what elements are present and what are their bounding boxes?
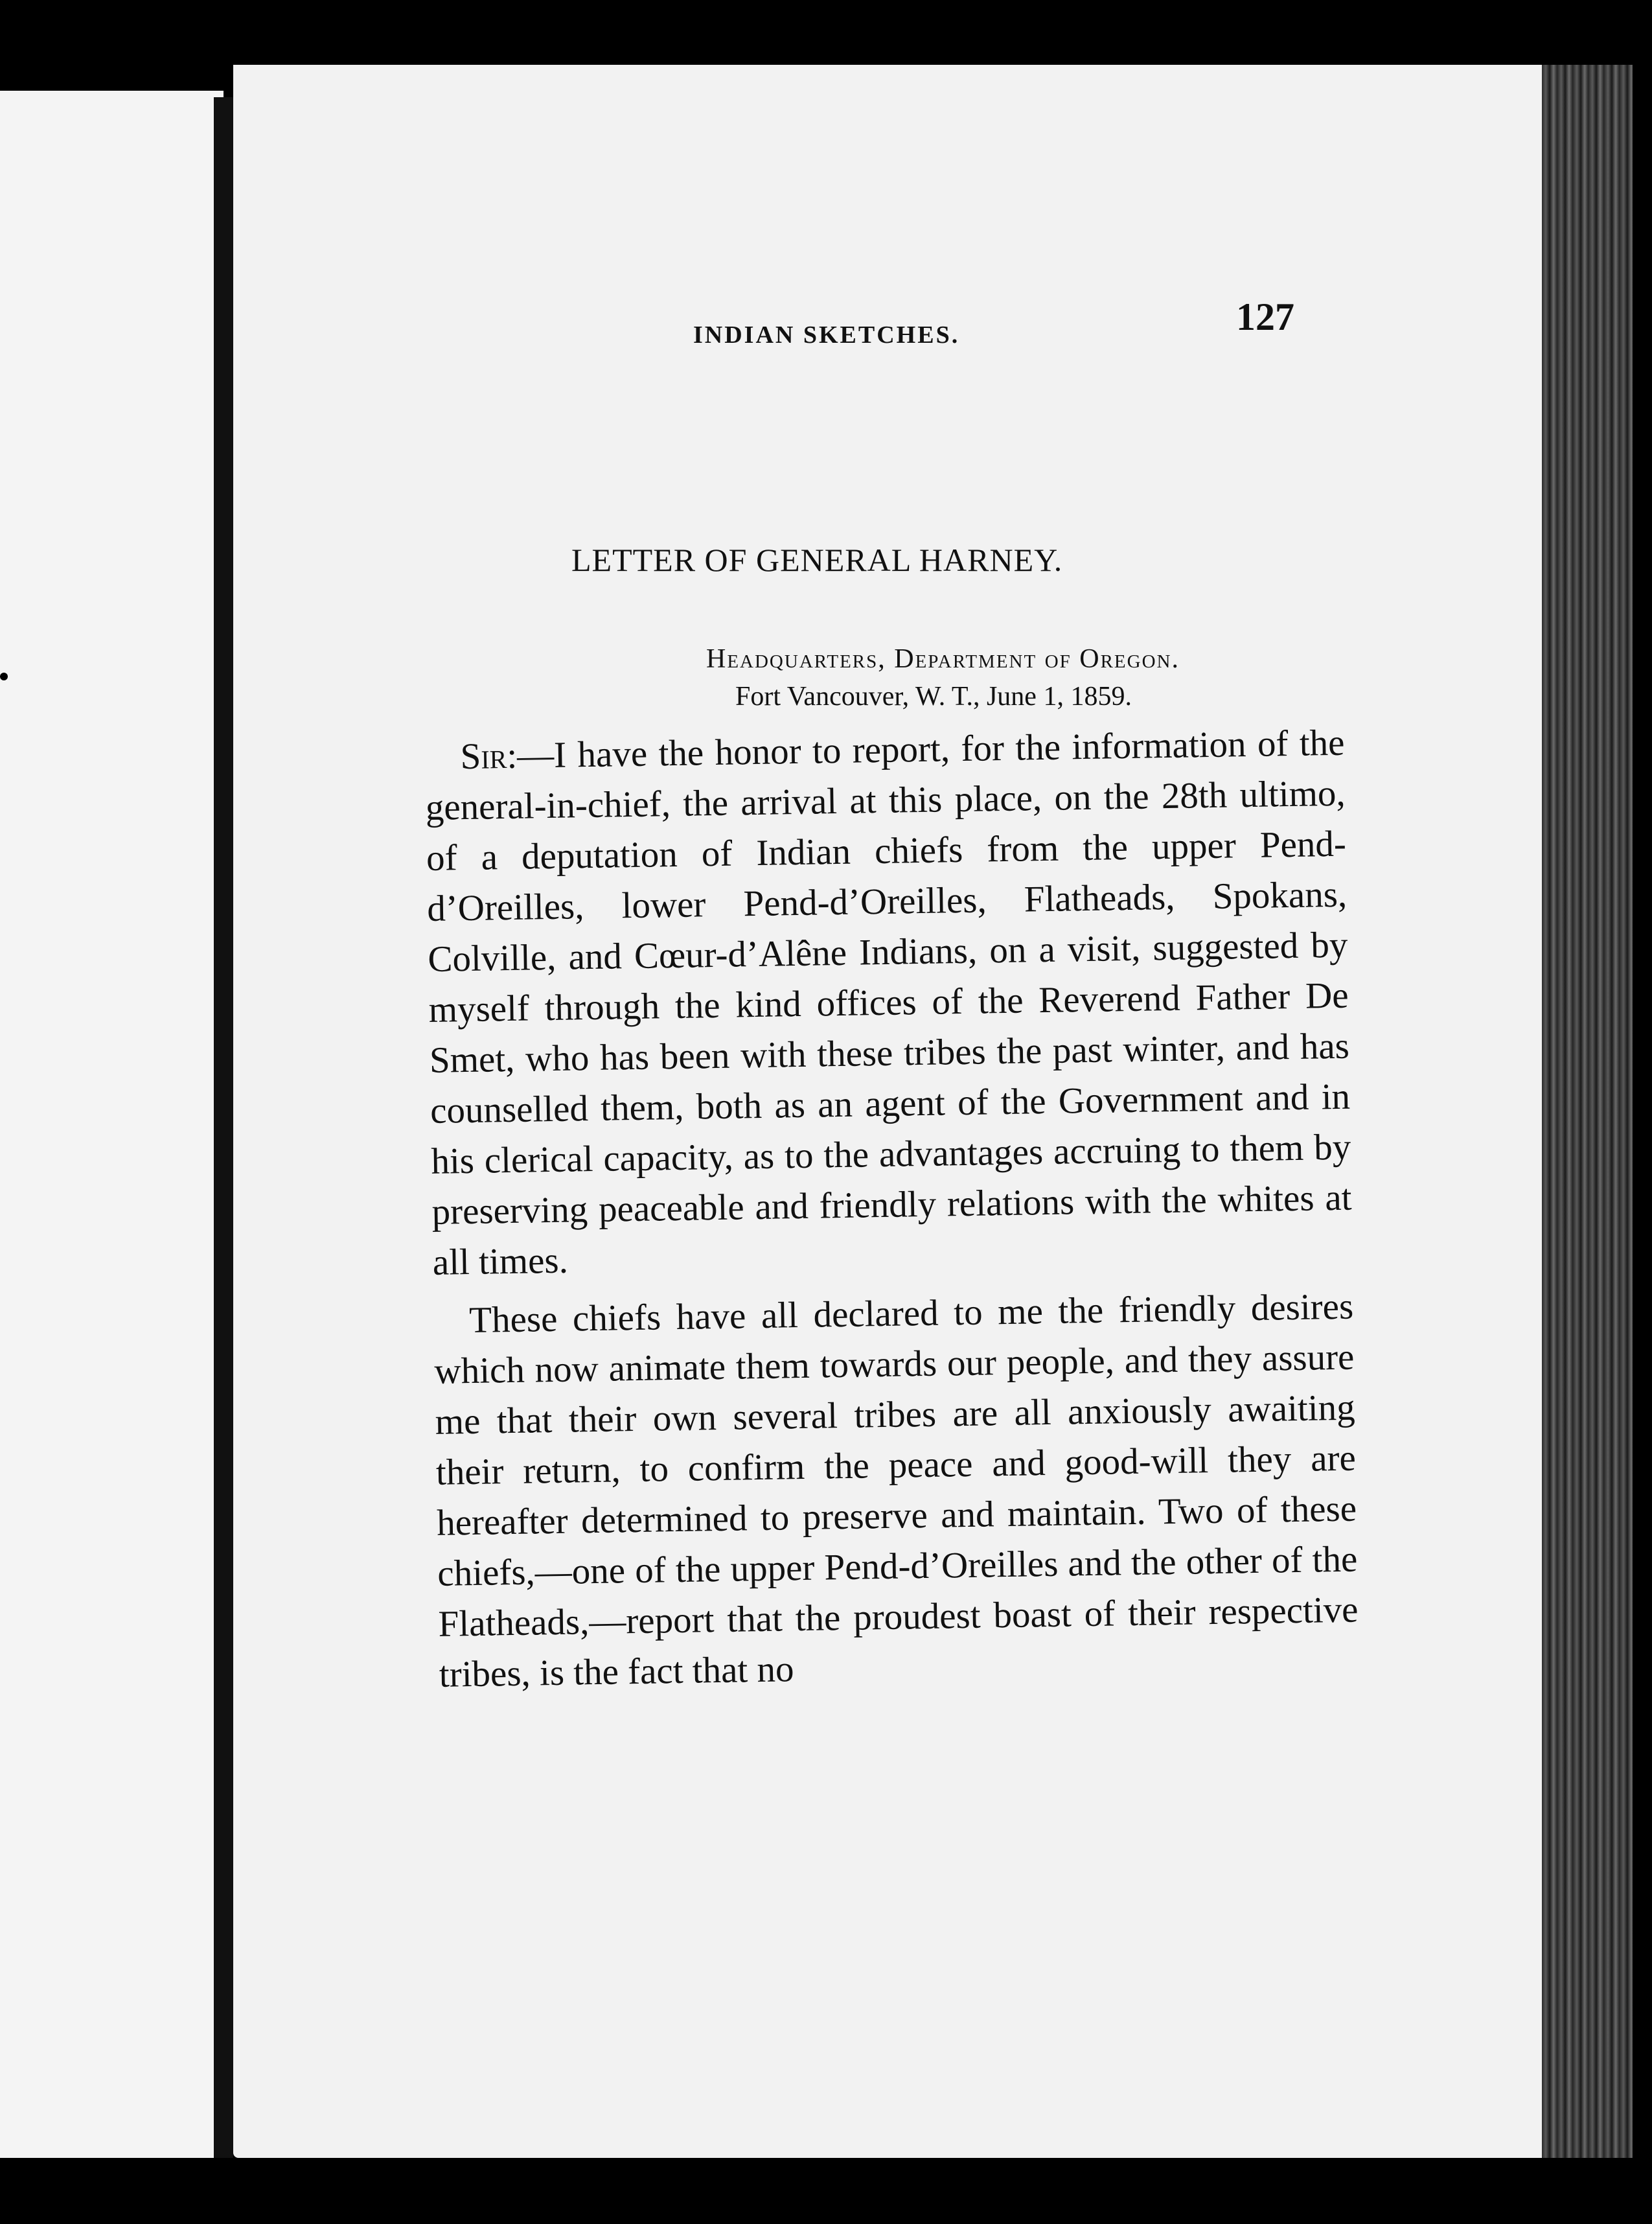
dateline	[706, 640, 1180, 715]
dateline-headquarters: Headquarters, Department of Oregon.	[706, 644, 1180, 674]
paragraph-1	[424, 718, 1353, 1288]
letter-body	[424, 718, 1359, 1700]
page-number: 127	[1236, 295, 1294, 338]
margin-mark	[0, 673, 8, 680]
facing-page	[0, 91, 224, 2158]
book-gutter	[214, 97, 233, 2158]
dateline-place-date: Fort Vancouver, W. T., June 1, 1859.	[735, 682, 1132, 712]
letter-title: LETTER OF GENERAL HARNEY.	[571, 542, 1063, 578]
running-head: INDIAN SKETCHES.	[693, 321, 960, 349]
page-edges	[1542, 65, 1633, 2158]
salutation: Sir	[460, 736, 507, 778]
paragraph-2: These chiefs have all declared to me the friendly desires which now animate them towards our people, and they assure me that their own several tribes are all anxiously awaiting their return, to confirm the peace and good-will they are hereafter determined to preserve and maintain. Two of these chiefs,—one of the upper Pend-d’Oreilles and the other of the Flatheads,—report that the proudest boast of their respective tribes, is the fact that no	[434, 1286, 1359, 1695]
paragraph-1-text: :—I have the honor to report, for the information of the general-in-chief, the arrival at this place, on the 28th ultimo, of a deputation of Indian chiefs from the upper Pend-d’Oreilles, lower Pend-d’Oreilles, Flatheads, Spokans, Colville, and Cœur-d’Alêne Indians, on a visit, suggested by myself through the kind offices of the Reverend Father De Smet, who has been with these tribes the past winter, and has counselled them, both as an agent of the Government and in his clerical capacity, as to the advantages accruing to them by preserving peaceable and friendly relations with the whites at all times.	[425, 722, 1352, 1283]
